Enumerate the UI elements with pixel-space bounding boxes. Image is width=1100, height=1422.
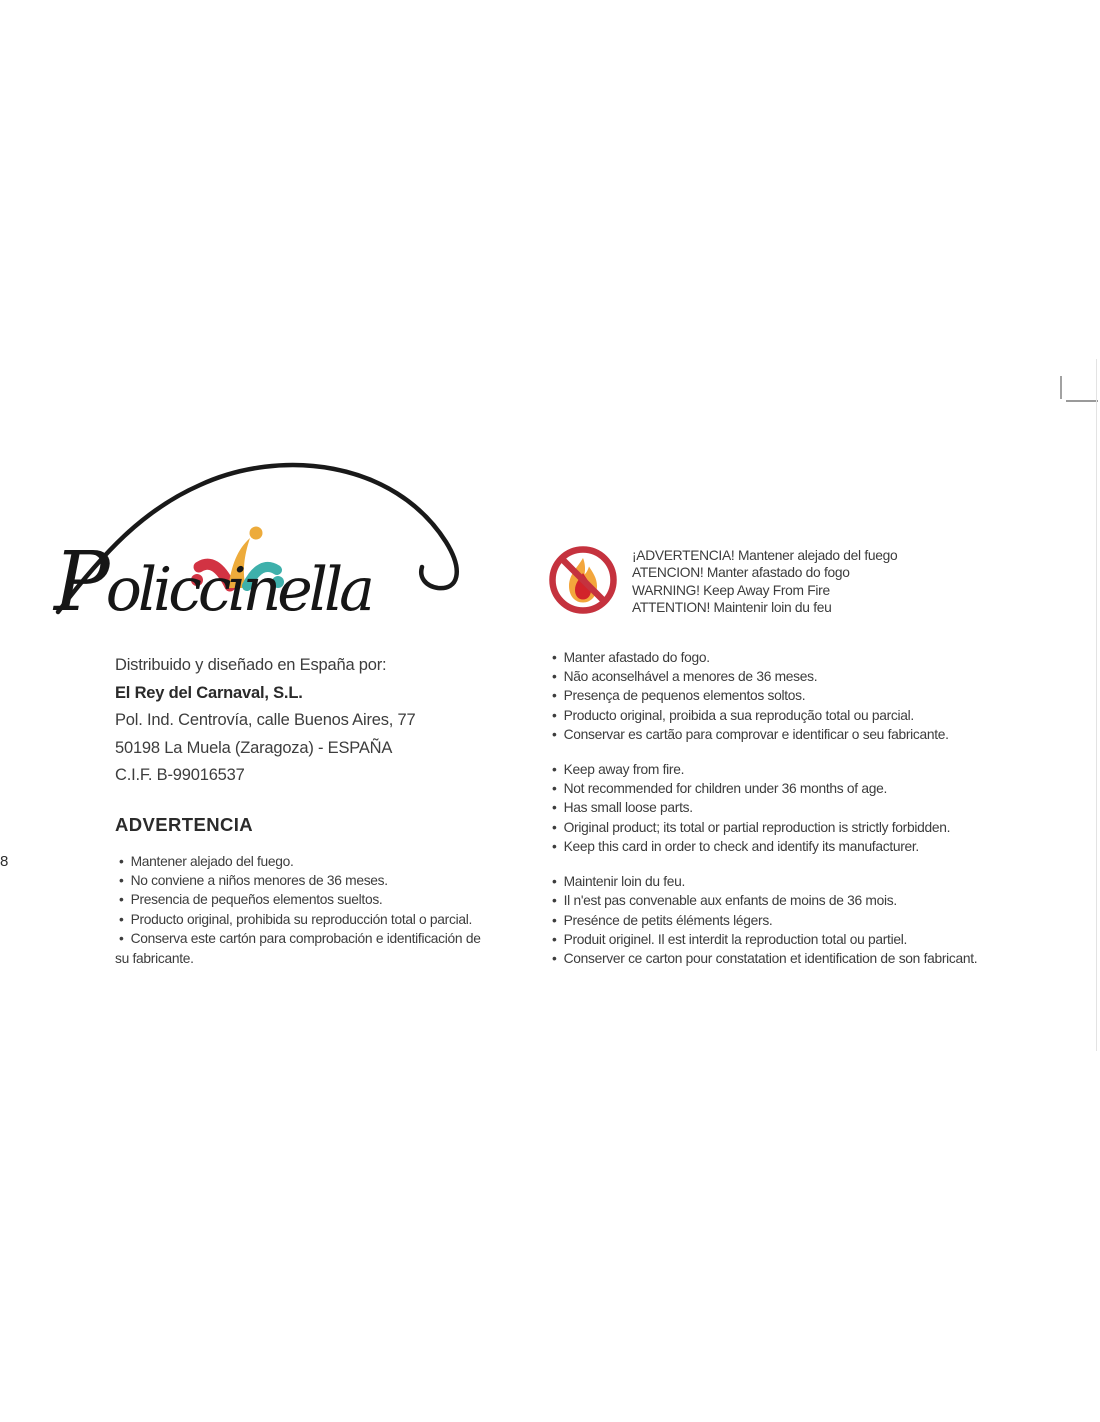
list-item: • Conservar es cartão para comprovar e identificar o seu fabricante. (548, 725, 1048, 744)
list-item: • Manter afastado do fogo. (548, 648, 1048, 667)
brand-wordmark (54, 533, 371, 631)
list-item: • Maintenir loin du feu. (548, 872, 1048, 891)
page-edge-number: 8 (0, 853, 9, 870)
list-item: • Not recommended for children under 36 months of age. (548, 779, 1048, 798)
list-item: • Não aconselhável a menores de 36 meses. (548, 667, 1048, 686)
warnings-list-english (548, 760, 1048, 857)
warning-line-pt: ATENCION! Manter afastado do fogo (632, 565, 850, 581)
list-item: • Original product; its total or partial reproduction is strictly forbidden. (548, 818, 1048, 837)
fire-warning-lines (632, 545, 897, 617)
list-item: • Conserver ce carton pour constatation et identification de son fabricant. (548, 949, 1000, 968)
wordmark-initial: P (54, 533, 106, 631)
list-item: • Has small loose parts. (548, 798, 1048, 817)
wordmark-rest: oliccinella (105, 555, 371, 626)
distributor-address-2: 50198 La Muela (Zaragoza) - ESPAÑA (115, 738, 393, 757)
list-item: • Presénce de petits éléments légers. (548, 911, 1048, 930)
warning-line-fr: ATTENTION! Maintenir loin du feu (632, 600, 832, 616)
crop-mark-vertical-long (1096, 359, 1097, 1051)
warning-line-en: WARNING! Keep Away From Fire (632, 582, 830, 598)
distributor-address-1: Pol. Ind. Centrovía, calle Buenos Aires, 77 (115, 711, 416, 729)
list-item: • Produit originel. Il est interdit la reproduction total ou partiel. (548, 930, 1048, 949)
distributor-block (115, 652, 555, 968)
list-item: • Producto original, proibida a sua reprodução total ou parcial. (548, 706, 1048, 725)
list-item: • Conserva este cartón para comprobación e identificación de su fabricante. (115, 929, 493, 968)
distributor-intro: Distribuido y diseñado en España por: (115, 656, 387, 674)
warnings-list-french (548, 872, 1048, 969)
distributor-company: El Rey del Carnaval, S.L. (115, 683, 303, 702)
advertencia-list (115, 852, 555, 968)
crop-mark-vertical-short (1060, 376, 1062, 399)
crop-mark-horizontal (1066, 400, 1098, 402)
list-item: • Keep this card in order to check and identify its manufacturer. (548, 837, 1048, 856)
brand-logo (48, 450, 478, 650)
list-item: • Presencia de pequeños elementos sueltos. (115, 890, 555, 909)
list-item: • No conviene a niños menores de 36 meses. (115, 871, 555, 890)
distributor-cif: C.I.F. B-99016537 (115, 766, 245, 784)
fire-warning-header (548, 545, 1048, 617)
no-fire-icon (548, 545, 618, 615)
warnings-list-portuguese (548, 648, 1048, 745)
list-item: • Producto original, prohibida su reproducción total o parcial. (115, 910, 555, 929)
multilingual-warnings-block (548, 545, 1048, 969)
advertencia-heading: ADVERTENCIA (115, 813, 254, 835)
warning-line-es: ¡ADVERTENCIA! Mantener alejado del fuego (632, 548, 898, 563)
list-item: • Il n'est pas convenable aux enfants de moins de 36 mois. (548, 891, 1048, 910)
list-item: • Mantener alejado del fuego. (115, 852, 555, 871)
list-item: • Keep away from fire. (548, 760, 1048, 779)
list-item: • Presença de pequenos elementos soltos. (548, 686, 1048, 705)
